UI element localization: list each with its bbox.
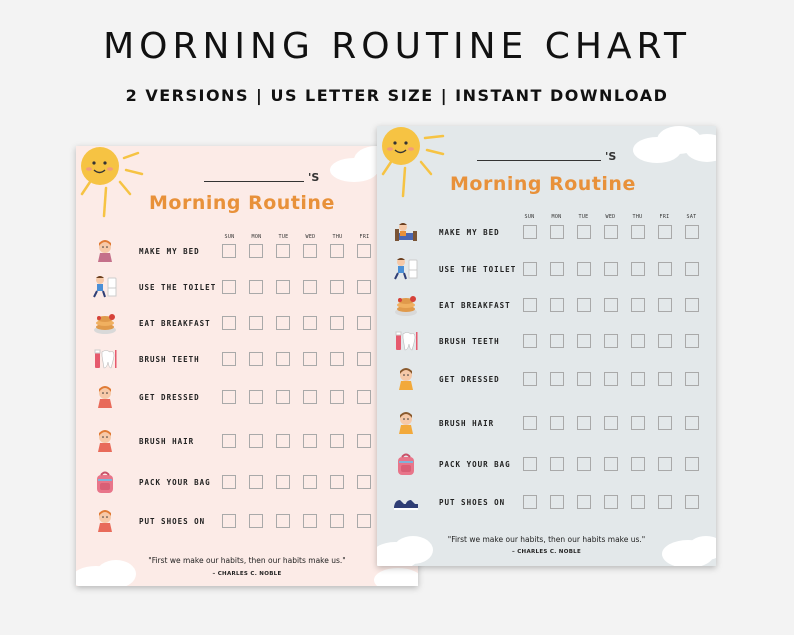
day-checkbox[interactable] [303, 475, 317, 489]
name-line [477, 160, 601, 161]
day-checkbox[interactable] [604, 225, 618, 239]
day-label: WED [605, 214, 616, 220]
task-row [377, 410, 716, 440]
day-checkbox[interactable] [222, 434, 236, 448]
day-checkbox[interactable] [357, 475, 371, 489]
sun-icon [377, 126, 452, 201]
day-checkbox[interactable] [330, 390, 344, 404]
day-label: SUN [224, 234, 235, 240]
day-checkbox[interactable] [550, 262, 564, 276]
day-checkbox[interactable] [303, 280, 317, 294]
task-row [76, 469, 418, 499]
day-checkbox[interactable] [577, 225, 591, 239]
task-row [76, 310, 418, 340]
day-checkbox[interactable] [249, 316, 263, 330]
checkbox-group [222, 434, 384, 448]
task-row [76, 384, 418, 414]
day-checkbox[interactable] [330, 316, 344, 330]
task-label: PUT SHOES ON [439, 498, 506, 507]
sun-icon [76, 146, 151, 221]
day-checkbox[interactable] [222, 280, 236, 294]
day-checkbox[interactable] [658, 298, 672, 312]
day-checkbox[interactable] [303, 390, 317, 404]
day-checkbox[interactable] [685, 372, 699, 386]
task-label: GET DRESSED [439, 375, 500, 384]
day-checkbox[interactable] [523, 262, 537, 276]
task-label: BRUSH TEETH [139, 355, 200, 364]
day-checkbox[interactable] [550, 298, 564, 312]
day-checkbox[interactable] [631, 225, 645, 239]
day-checkbox[interactable] [330, 244, 344, 258]
toilet-boy-icon [92, 274, 118, 300]
quote-text: "First we make our habits, then our habits make us." [148, 556, 346, 565]
day-checkbox[interactable] [658, 457, 672, 471]
day-checkbox[interactable] [303, 316, 317, 330]
day-checkbox[interactable] [276, 352, 290, 366]
quote-author: – CHARLES C. NOBLE [511, 549, 582, 555]
day-checkbox[interactable] [249, 434, 263, 448]
day-label: MON [551, 214, 562, 220]
day-checkbox[interactable] [577, 334, 591, 348]
boy-brushing-hair-icon [393, 410, 419, 436]
day-checkbox[interactable] [357, 390, 371, 404]
day-label: MON [251, 234, 262, 240]
day-checkbox[interactable] [222, 352, 236, 366]
task-label: MAKE MY BED [139, 247, 200, 256]
day-checkbox[interactable] [523, 225, 537, 239]
day-checkbox[interactable] [685, 334, 699, 348]
day-checkbox[interactable] [631, 457, 645, 471]
checkbox-group [222, 390, 384, 404]
day-checkbox[interactable] [631, 372, 645, 386]
task-label: GET DRESSED [139, 393, 200, 402]
day-checkbox[interactable] [357, 244, 371, 258]
checkbox-group [523, 416, 712, 430]
cloud-icon [627, 126, 716, 166]
girl-shoes-icon [92, 508, 118, 534]
girl-brushing-hair-icon [92, 428, 118, 454]
backpack-icon [92, 469, 118, 495]
day-checkbox[interactable] [303, 434, 317, 448]
day-checkbox[interactable] [577, 495, 591, 509]
day-checkbox[interactable] [276, 316, 290, 330]
task-label: BRUSH HAIR [439, 419, 495, 428]
day-checkbox[interactable] [523, 298, 537, 312]
day-label: FRI [359, 234, 370, 240]
day-label: SUN [524, 214, 535, 220]
day-label: TUE [578, 214, 589, 220]
task-label: EAT BREAKFAST [439, 301, 511, 310]
day-checkbox[interactable] [604, 416, 618, 430]
task-label: BRUSH HAIR [139, 437, 195, 446]
day-checkbox[interactable] [276, 280, 290, 294]
quote-author: – CHARLES C. NOBLE [212, 571, 282, 577]
day-checkbox[interactable] [604, 495, 618, 509]
day-checkbox[interactable] [604, 262, 618, 276]
task-row [76, 508, 418, 538]
day-checkbox[interactable] [222, 244, 236, 258]
day-checkbox[interactable] [222, 475, 236, 489]
day-label: TUE [278, 234, 289, 240]
day-checkbox[interactable] [685, 298, 699, 312]
checkbox-group [222, 244, 384, 258]
task-row [76, 274, 418, 304]
task-label: USE THE TOILET [139, 283, 217, 292]
day-label: THU [332, 234, 343, 240]
name-apostrophe: 'S [605, 150, 617, 163]
day-checkbox[interactable] [577, 262, 591, 276]
day-label: WED [305, 234, 316, 240]
day-checkbox[interactable] [523, 457, 537, 471]
day-checkbox[interactable] [330, 352, 344, 366]
sheet-title: Morning Routine [149, 192, 335, 214]
quote-text: "First we make our habits, then our habits make us." [447, 535, 646, 544]
checkbox-group [523, 262, 712, 276]
backpack-icon [393, 451, 419, 477]
checkbox-group [222, 280, 384, 294]
day-checkbox[interactable] [523, 372, 537, 386]
pancakes-icon [393, 292, 419, 318]
sheet-title: Morning Routine [450, 173, 636, 195]
day-checkbox[interactable] [631, 334, 645, 348]
checkbox-group [523, 225, 712, 239]
task-label: PACK YOUR BAG [439, 460, 511, 469]
day-checkbox[interactable] [276, 434, 290, 448]
day-checkbox[interactable] [523, 334, 537, 348]
checkbox-group [523, 457, 712, 471]
pancakes-icon [92, 310, 118, 336]
task-row [377, 292, 716, 322]
day-checkbox[interactable] [249, 475, 263, 489]
day-checkbox[interactable] [222, 390, 236, 404]
day-checkbox[interactable] [577, 372, 591, 386]
toilet-boy-icon [393, 256, 419, 282]
day-checkbox[interactable] [249, 280, 263, 294]
day-checkbox[interactable] [658, 416, 672, 430]
day-checkbox[interactable] [577, 457, 591, 471]
day-checkbox[interactable] [631, 262, 645, 276]
day-checkbox[interactable] [550, 225, 564, 239]
page-headline: MORNING ROUTINE CHART [103, 26, 691, 67]
day-checkbox[interactable] [357, 434, 371, 448]
day-checkbox[interactable] [222, 316, 236, 330]
task-label: USE THE TOILET [439, 265, 517, 274]
day-checkbox[interactable] [276, 244, 290, 258]
day-checkbox[interactable] [330, 434, 344, 448]
day-checkbox[interactable] [604, 334, 618, 348]
day-label: FRI [659, 214, 670, 220]
day-checkbox[interactable] [249, 390, 263, 404]
day-checkbox[interactable] [330, 475, 344, 489]
day-checkbox[interactable] [550, 495, 564, 509]
checkbox-group [222, 316, 384, 330]
day-checkbox[interactable] [276, 475, 290, 489]
day-checkbox[interactable] [631, 416, 645, 430]
day-checkbox[interactable] [249, 244, 263, 258]
checkbox-group [222, 514, 384, 528]
day-checkbox[interactable] [685, 416, 699, 430]
task-label: PUT SHOES ON [139, 517, 206, 526]
day-checkbox[interactable] [276, 514, 290, 528]
task-label: MAKE MY BED [439, 228, 500, 237]
day-checkbox[interactable] [604, 457, 618, 471]
girl-dressing-icon [92, 384, 118, 410]
day-checkbox[interactable] [658, 372, 672, 386]
pink-routine-sheet [76, 146, 418, 586]
task-row [377, 219, 716, 249]
checkbox-group [222, 352, 384, 366]
task-label: PACK YOUR BAG [139, 478, 211, 487]
task-row [377, 451, 716, 481]
day-checkbox[interactable] [577, 416, 591, 430]
day-checkbox[interactable] [330, 280, 344, 294]
task-row [377, 256, 716, 286]
task-row [76, 428, 418, 458]
day-checkbox[interactable] [550, 457, 564, 471]
day-checkbox[interactable] [303, 514, 317, 528]
sneakers-icon [393, 489, 419, 515]
day-checkbox[interactable] [222, 514, 236, 528]
checkbox-group [523, 372, 712, 386]
checkbox-group [523, 495, 712, 509]
task-label: EAT BREAKFAST [139, 319, 211, 328]
task-row [377, 366, 716, 396]
day-checkbox[interactable] [631, 298, 645, 312]
name-line [204, 181, 304, 182]
day-checkbox[interactable] [685, 495, 699, 509]
tooth-toothpaste-icon [393, 328, 419, 354]
cloud-icon [377, 526, 437, 566]
day-checkbox[interactable] [276, 390, 290, 404]
day-checkbox[interactable] [685, 225, 699, 239]
day-checkbox[interactable] [577, 298, 591, 312]
task-label: BRUSH TEETH [439, 337, 500, 346]
day-checkbox[interactable] [357, 352, 371, 366]
day-checkbox[interactable] [523, 495, 537, 509]
day-label: SAT [686, 214, 697, 220]
day-checkbox[interactable] [550, 372, 564, 386]
day-checkbox[interactable] [685, 262, 699, 276]
day-checkbox[interactable] [658, 262, 672, 276]
day-label: THU [632, 214, 643, 220]
day-checkbox[interactable] [330, 514, 344, 528]
bed-girl-icon [92, 238, 118, 264]
checkbox-group [222, 475, 384, 489]
day-checkbox[interactable] [249, 514, 263, 528]
checkbox-group [523, 334, 712, 348]
day-checkbox[interactable] [550, 416, 564, 430]
checkbox-group [523, 298, 712, 312]
day-checkbox[interactable] [357, 514, 371, 528]
page-subheadline: 2 VERSIONS | US LETTER SIZE | INSTANT DOWNLOAD [125, 86, 669, 105]
task-row [377, 328, 716, 358]
blue-routine-sheet [377, 126, 716, 566]
day-checkbox[interactable] [249, 352, 263, 366]
day-checkbox[interactable] [357, 316, 371, 330]
day-checkbox[interactable] [303, 244, 317, 258]
day-checkbox[interactable] [604, 298, 618, 312]
bed-boy-icon [393, 219, 419, 245]
tooth-toothpaste-icon [92, 346, 118, 372]
day-checkbox[interactable] [685, 457, 699, 471]
day-checkbox[interactable] [658, 334, 672, 348]
day-checkbox[interactable] [658, 495, 672, 509]
day-checkbox[interactable] [303, 352, 317, 366]
name-apostrophe: 'S [308, 171, 320, 184]
day-checkbox[interactable] [631, 495, 645, 509]
task-row [377, 489, 716, 519]
task-row [76, 238, 418, 268]
day-checkbox[interactable] [357, 280, 371, 294]
day-checkbox[interactable] [550, 334, 564, 348]
day-checkbox[interactable] [604, 372, 618, 386]
day-checkbox[interactable] [658, 225, 672, 239]
task-row [76, 346, 418, 376]
day-checkbox[interactable] [523, 416, 537, 430]
boy-dressing-icon [393, 366, 419, 392]
